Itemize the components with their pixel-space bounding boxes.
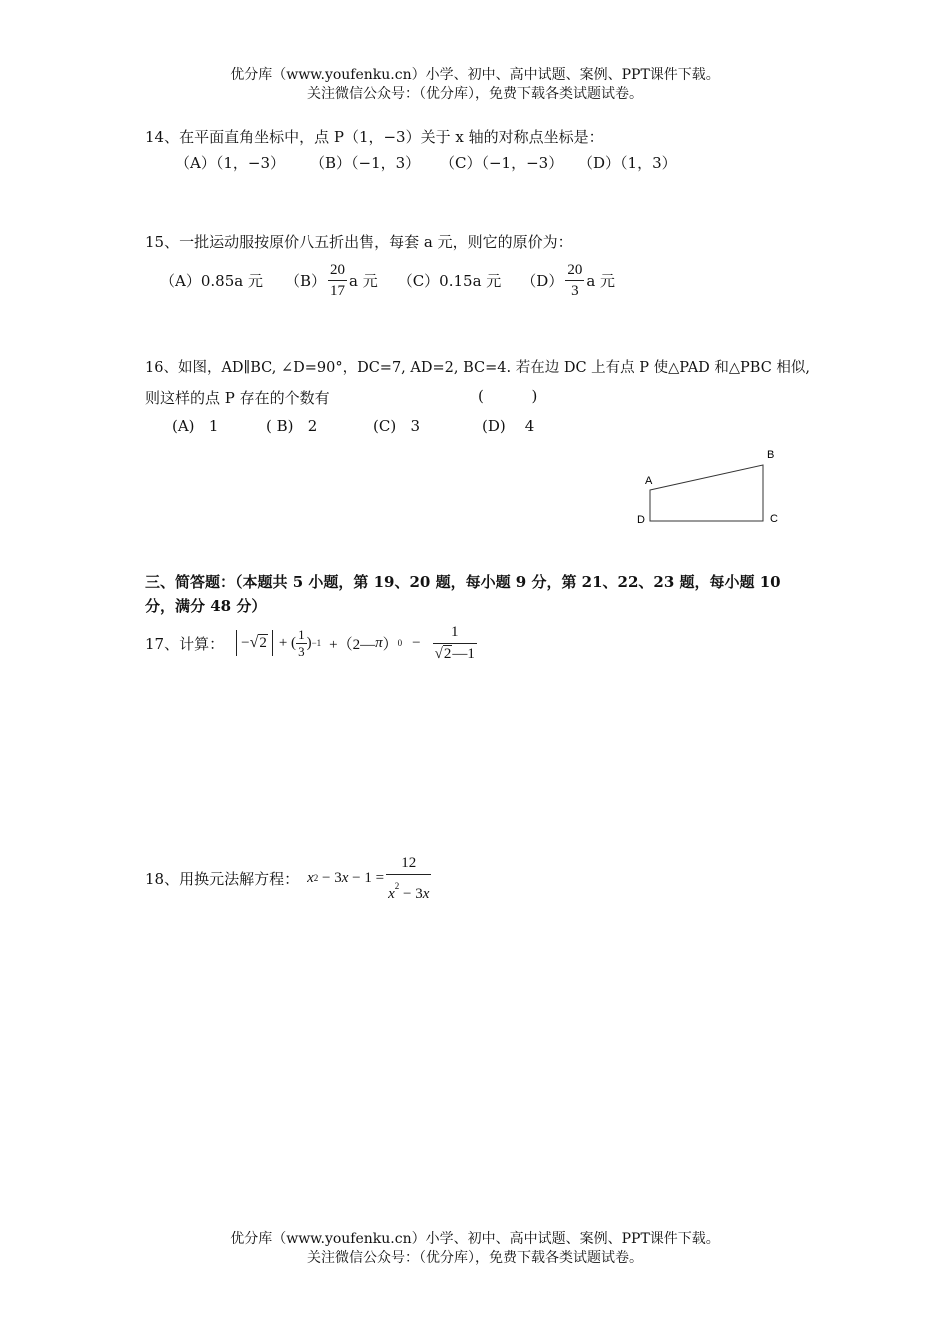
q15-option-b-tail: a 元 <box>348 271 378 290</box>
q17-paren-close: ) <box>306 634 312 651</box>
q16-stem-line-2: 则这样的点 P 存在的个数有 <box>145 389 330 407</box>
q18-rhs-denominator <box>386 875 431 905</box>
q18-rhs-den-x2: x <box>422 885 430 902</box>
q15-option-b-label: （B） <box>284 271 326 290</box>
q18-rhs-numerator: 12 <box>386 852 431 875</box>
q18-label: 18、用换元法解方程： <box>145 869 300 888</box>
q14-option-c: （C）（−1，−3） <box>440 154 564 172</box>
q18-lhs-x: x <box>307 869 314 886</box>
q15-stem: 15、一批运动服按原价八五折出售，每套 a 元，则它的原价为： <box>145 233 573 251</box>
q18-equation <box>145 854 433 902</box>
q15-option-d-label: （D） <box>521 271 564 290</box>
q16-answer-paren: ( ) <box>478 387 538 405</box>
q17-fraction-1-numerator: 1 <box>298 626 305 642</box>
q16-option-b: ( B) 2 <box>266 417 318 435</box>
q15-option-a: （A）0.85a 元 <box>160 271 263 290</box>
q17-fraction-1 <box>296 627 307 660</box>
q15-option-d-numerator: 20 <box>565 260 584 281</box>
q17-fraction-2-numerator: 1 <box>433 622 477 644</box>
q17-plus-1: + ( <box>278 634 297 651</box>
q18-lhs-exponent: 2 <box>313 873 319 883</box>
q18-rhs-den-x: x <box>388 885 395 902</box>
q17-paren-2-close: ） <box>382 636 398 653</box>
q17-pi: π <box>375 634 383 651</box>
figure-label-b: B <box>767 449 775 461</box>
q17-fraction-1-denominator: 3 <box>298 643 305 659</box>
q16-option-c: (C) 3 <box>373 417 421 435</box>
q17-absolute-value: −√2 <box>236 630 273 656</box>
q17-plus-2: +（2— <box>329 636 376 653</box>
q15-option-d-fraction <box>565 260 584 301</box>
q17-label: 17、计算： <box>145 634 225 653</box>
q18-lhs-tail: − 1 = <box>348 869 385 886</box>
q15-option-d-denominator: 3 <box>571 282 579 299</box>
q15-option-d-tail: a 元 <box>586 271 616 290</box>
footer-line-1: 优分库（www.youfenku.cn）小学、初中、高中试题、案例、PPT课件下载。 <box>230 1231 720 1247</box>
q16-trapezoid-figure <box>630 445 790 535</box>
q17-fraction-2 <box>433 622 477 665</box>
q17-abs-sqrt: 2 <box>259 635 267 651</box>
q17-fraction-2-tail: —1 <box>452 645 475 662</box>
q18-rhs-den-exponent: 2 <box>394 880 400 891</box>
q15-option-c: （C）0.15a 元 <box>397 271 502 290</box>
q15-options <box>160 258 615 302</box>
trapezoid-shape <box>650 465 763 521</box>
q16-option-d: (D) 4 <box>482 417 535 435</box>
q14-stem: 14、在平面直角坐标中，点 P（1，−3）关于 x 轴的对称点坐标是： <box>145 128 604 146</box>
figure-label-a: A <box>645 475 653 487</box>
q17-abs-minus: − <box>241 635 250 651</box>
q17-minus: − <box>412 634 421 651</box>
header-line-1: 优分库（www.youfenku.cn）小学、初中、高中试题、案例、PPT课件下载。 <box>230 67 720 83</box>
q14-option-b: （B）（−1，3） <box>310 154 421 172</box>
q14-option-d: （D）（1，3） <box>578 154 677 172</box>
q18-lhs-x2: x <box>341 869 349 886</box>
q16-stem-line-1: 16、如图，AD∥BC, ∠D=90°，DC=7, AD=2, BC=4. 若在边 DC 上有点 P 使△PAD 和△PBC 相似, <box>145 360 811 376</box>
q17-expression <box>145 620 479 666</box>
q14-option-a: （A）（1，−3） <box>175 154 285 172</box>
q18-lhs-minus-3: − 3 <box>318 869 342 886</box>
q18-rhs-fraction <box>386 852 431 905</box>
q15-option-b-denominator: 17 <box>329 282 345 299</box>
footer-line-2: 关注微信公众号：（优分库），免费下载各类试题试卷。 <box>307 1250 643 1266</box>
q17-fraction-2-denominator: √2—1 <box>434 645 475 662</box>
q15-option-b-numerator: 20 <box>328 260 347 281</box>
q15-option-b-fraction <box>328 260 347 301</box>
figure-label-c: C <box>770 513 778 525</box>
header-line-2: 关注微信公众号：（优分库），免费下载各类试题试卷。 <box>307 86 643 102</box>
q16-option-a: (A) 1 <box>172 417 219 435</box>
figure-label-d: D <box>637 514 645 526</box>
section-3-heading-line-1: 三、简答题：（本题共 5 小题，第 19、20 题，每小题 9 分，第 21、22、23 题，每小题 10 <box>145 573 781 591</box>
q18-rhs-den-minus-3: − 3 <box>399 885 423 902</box>
q17-exponent-1: −1 <box>311 638 322 648</box>
q17-exponent-2: 0 <box>397 638 403 648</box>
section-3-heading-line-2: 分，满分 48 分） <box>145 597 267 615</box>
q17-fraction-2-sqrt: 2 <box>443 645 452 662</box>
